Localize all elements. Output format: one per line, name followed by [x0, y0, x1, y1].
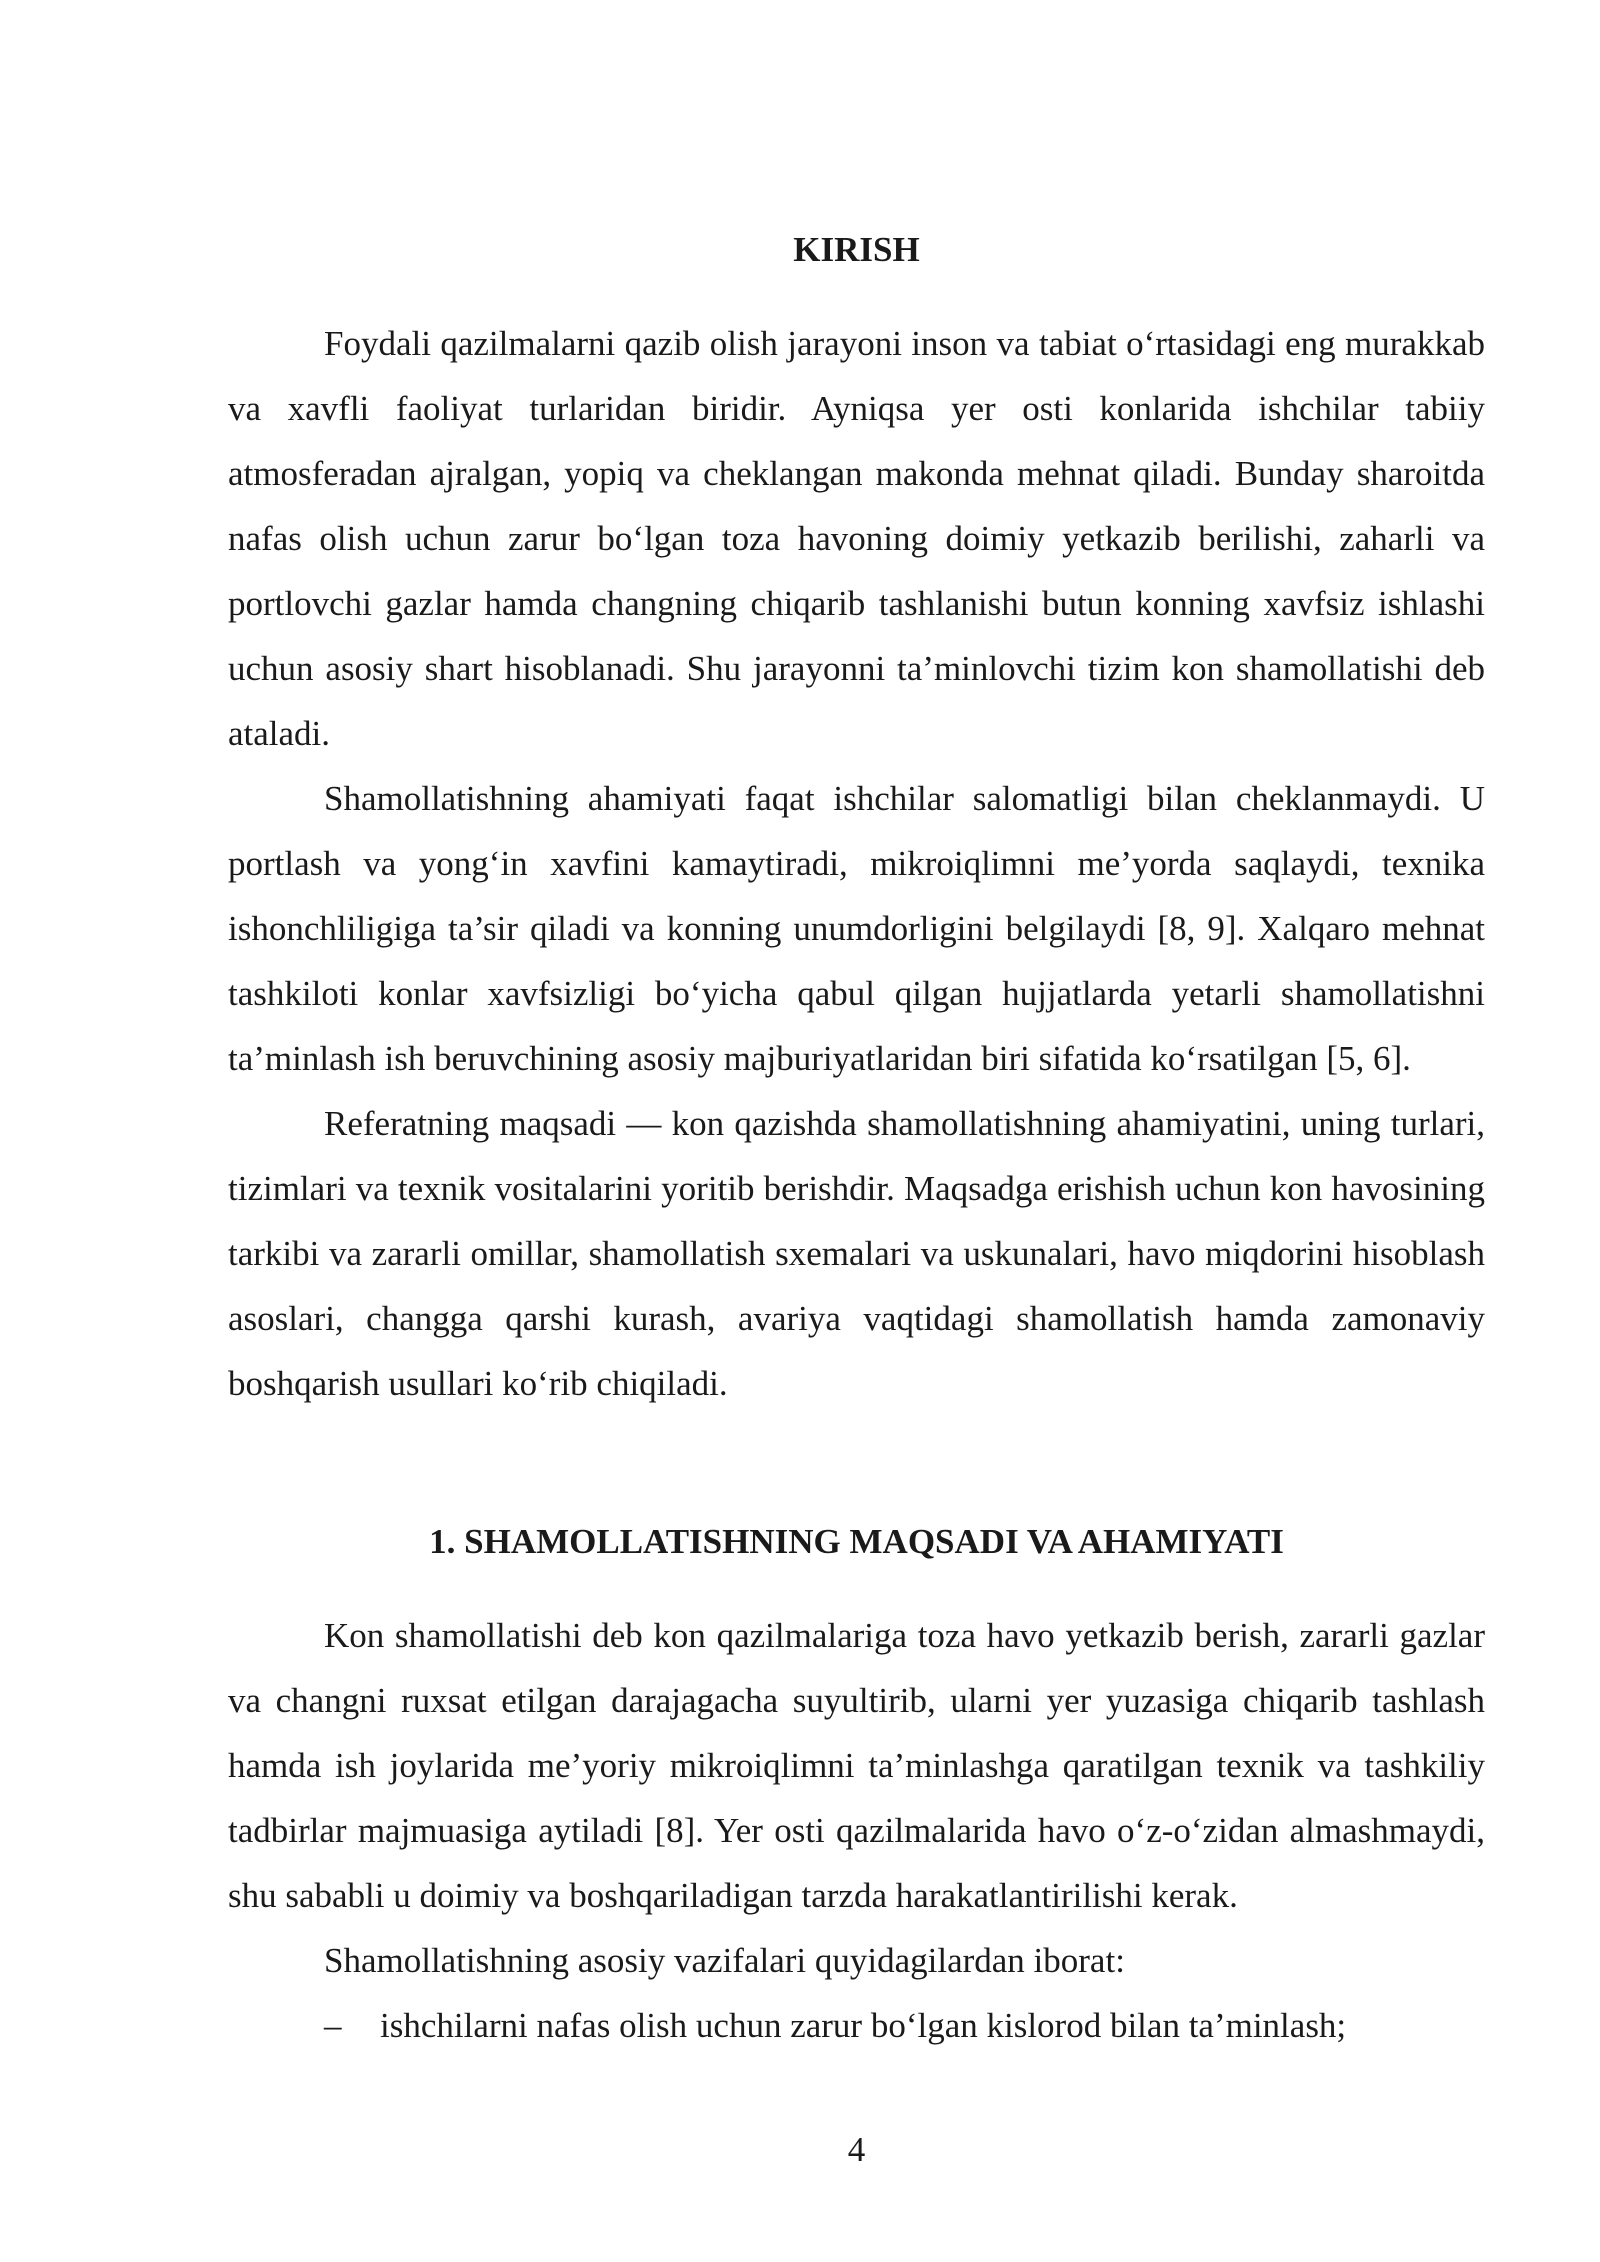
intro-paragraph-2: Shamollatishning ahamiyati faqat ishchilar salomatligi bilan cheklanmaydi. U portlash va yong‘in xavfini kamaytiradi, mikroiqlimni me’yorda saqlaydi, texnika ishonchliligiga ta’sir qiladi va konning unumdorligini belgilaydi [8, 9]. Xalqaro mehnat tashkiloti konlar xavfsizligi bo‘yicha qabul qilgan hujjatlarda yetarli shamollatishni ta’minlash ish beruvchining asosiy majburiyatlaridan biri sifatida ko‘rsatilgan [5, 6].: [228, 779, 1485, 1078]
intro-paragraph-1: Foydali qazilmalarni qazib olish jarayoni inson va tabiat o‘rtasidagi eng murakkab va xavfli faoliyat turlaridan biridir. Ayniqsa yer osti konlarida ishchilar tabiiy atmosferadan ajralgan, yopiq va cheklangan makonda mehnat qiladi. Bunday sharoitda nafas olish uchun zarur bo‘lgan toza havoning doimiy yetkazib berilishi, zaharli va portlovchi gazlar hamda changning chiqarib tashlanishi butun konning xavfsiz ishlashi uchun asosiy shart hisoblanadi. Shu jarayonni ta’minlovchi tizim kon shamollatishi deb ataladi.: [228, 324, 1485, 753]
list-item: [228, 1993, 1485, 2058]
list-dash: –: [324, 2006, 342, 2045]
intro-section: [228, 311, 1485, 1416]
page-title: KIRISH: [793, 230, 920, 269]
section-1-body: [228, 1603, 1485, 2058]
section-1-paragraph-2: Shamollatishning asosiy vazifalari quyidagilardan iborat:: [324, 1941, 1125, 1980]
section-1-paragraph-1: Kon shamollatishi deb kon qazilmalariga toza havo yetkazib berish, zararli gazlar va changni ruxsat etilgan darajagacha suyultirib, ularni yer yuzasiga chiqarib tashlash hamda ish joylarida me’yoriy mikroiqlimni ta’minlashga qaratilgan texnik va tashkiliy tadbirlar majmuasiga aytiladi [8]. Yer osti qazilmalarida havo o‘z-o‘zidan almashmaydi, shu sababli u doimiy va boshqariladigan tarzda harakatlantirilishi kerak.: [228, 1616, 1485, 1915]
page-number: 4: [847, 2130, 866, 2169]
list-item-text: ishchilarni nafas olish uchun zarur bo‘lgan kislorod bilan ta’minlash;: [380, 2006, 1347, 2045]
intro-paragraph-3: Referatning maqsadi — kon qazishda shamollatishning ahamiyatini, uning turlari, tizimlari va texnik vositalarini yoritib berishdir. Maqsadga erishish uchun kon havosining tarkibi va zararli omillar, shamollatish sxemalari va uskunalari, havo miqdorini hisoblash asoslari, changga qarshi kurash, avariya vaqtidagi shamollatish hamda zamonaviy boshqarish usullari ko‘rib chiqiladi.: [228, 1104, 1485, 1403]
document-page: [228, 0, 1485, 2262]
section-1-heading: 1. SHAMOLLATISHNING MAQSADI VA AHAMIYATI: [429, 1522, 1284, 1561]
